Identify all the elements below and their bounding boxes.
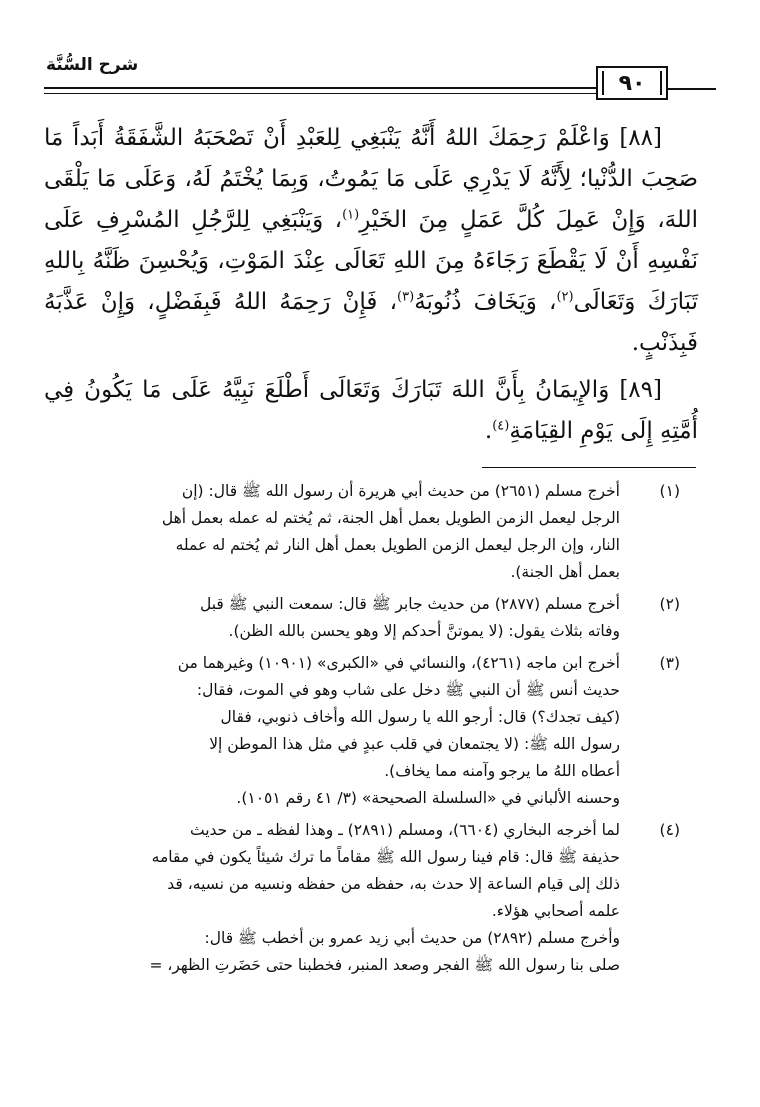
footnote-1 <box>40 478 680 586</box>
paragraph-text: [٨٨] وَاعْلَمْ رَحِمَكَ اللهُ أَنَّهُ يَنْبَغِي لِلعَبْدِ أَنْ تَصْحَبَهُ الشَّفَقَةُ أَبَداً مَا صَحِبَ الدُّنْيا؛ لِأَنَّهُ لَا يَدْرِي عَلَى مَا يَمُوتُ، وَبِمَا يُخْتَمُ لَهُ، وَعَلَى مَا يَلْقَى اللهَ، وَإِنْ عَمِلَ كُلَّ عَمَلٍ مِنَ الخَيْرِ <box>44 125 698 233</box>
footnote-line: أخرج مسلم (٢٨٧٧) من حديث جابر ﷺ قال: سمعت النبي ﷺ قبل <box>199 595 620 613</box>
footnote-line: بعمل أهل الجنة). <box>510 563 620 581</box>
footnote-ref-3[interactable]: (٣) <box>397 289 415 305</box>
footnote-line: أخرج مسلم (٢٦٥١) من حديث أبي هريرة أن رسول الله ﷺ قال: (إن <box>181 482 620 500</box>
footnote-ref-1[interactable]: (١) <box>342 207 360 223</box>
header-rule <box>44 87 602 89</box>
footnote-number: (٤) <box>659 821 680 839</box>
footnote-4 <box>40 817 680 979</box>
footnote-line: الرجل ليعمل الزمن الطويل بعمل أهل الجنة، ثم يُختم له عمله بعمل أهل <box>161 509 620 527</box>
footnote-line: رسول الله ﷺ: (لا يجتمعان في قلب عبدٍ في مثل هذا الموطن إلا <box>209 735 620 753</box>
paragraph-88 <box>44 118 698 364</box>
footnote-ref-2[interactable]: (٢) <box>556 289 574 305</box>
paragraph-text: ، وَيَنْبَغِي لِلرَّجُلِ المُسْرِفِ عَلَى نَفْسِهِ أَنْ لَا يَقْطَعَ رَجَاءَهُ مِنَ اللهِ تَعَالَى عِنْدَ المَوْتِ، وَيُحْسِنَ ظَنَّهُ بِاللهِ تَبَارَكَ وَتَعَالَى <box>44 207 699 315</box>
footnote-2 <box>40 591 680 645</box>
paragraph-text: ، فَإِنْ رَحِمَهُ اللهُ فَبِفَضْلٍ، وَإِنْ عَذَّبَهُ فَبِذَنْبٍ. <box>44 289 698 356</box>
footnote-number: (٢) <box>659 595 680 613</box>
footnote-line: حذيفة ﷺ قال: قام فينا رسول الله ﷺ مقاماً ما ترك شيئاً يكون في مقامه <box>151 848 620 866</box>
footnote-line: أخرج ابن ماجه (٤٢٦١)، والنسائي في «الكبرى» (١٠٩٠١) وغيرهما من <box>177 654 620 672</box>
main-text <box>44 118 698 458</box>
paragraph-end: . <box>484 418 493 444</box>
footnote-ref-4[interactable]: (٤) <box>492 418 510 434</box>
footnote-number: (٣) <box>659 654 680 672</box>
footnote-number: (١) <box>659 482 680 500</box>
footnote-line: لما أخرجه البخاري (٦٦٠٤)، ومسلم (٢٨٩١) ـ وهذا لفظه ـ من حديث <box>190 821 620 839</box>
footnote-line: النار، وإن الرجل ليعمل الزمن الطويل بعمل أهل النار ثم يُختم له عمله <box>175 536 620 554</box>
footnote-line: حديث أنس ﷺ أن النبي ﷺ دخل على شاب وهو في الموت، فقال: <box>196 681 620 699</box>
paragraph-text: [٨٩] وَالإِيمَانُ بِأَنَّ اللهَ تَبَارَكَ وَتَعَالَى أَطْلَعَ نَبِيَّهُ عَلَى مَا يَكُونُ فِي أُمَّتِهِ إِلَى يَوْمِ القِيَامَةِ <box>44 377 698 444</box>
footnotes <box>40 478 680 984</box>
footnote-line: وأخرج مسلم (٢٨٩٢) من حديث أبي زيد عمرو بن أخطب ﷺ قال: <box>204 929 620 947</box>
footnote-line: ذلك إلى قيام الساعة إلا حدث به، حفظه من حفظه ونسيه من نسيه، قد <box>167 875 620 893</box>
footnote-line: (كيف تجدك؟) قال: أرجو الله يا رسول الله وأخاف ذنوبي، فقال <box>220 708 620 726</box>
footnote-line: صلى بنا رسول الله ﷺ الفجر وصعد المنبر، فخطبنا حتى حَضَرتِ الظهر، = <box>149 956 620 974</box>
footnote-line: أعطاه اللهُ ما يرجو وآمنه مما يخاف). <box>384 762 620 780</box>
footnote-line: وحسنه الألباني في «السلسلة الصحيحة» (٣/ ٤١ رقم ١٠٥١). <box>236 789 620 807</box>
header-rule-right <box>666 88 716 90</box>
footnote-line: وفاته بثلاث يقول: (لا يموتنَّ أحدكم إلا وهو يحسن بالله الظن). <box>228 622 620 640</box>
footnote-3 <box>40 650 680 812</box>
paragraph-89 <box>44 370 698 452</box>
book-title: شرح السُّنَّة <box>46 55 139 75</box>
paragraph-text: ، وَيَخَافَ ذُنُوبَهُ <box>414 289 557 315</box>
page-number: ٩٠ <box>596 66 668 100</box>
footnote-line: علمه أصحابي هؤلاء. <box>491 902 620 920</box>
header-rule-thin <box>44 93 602 94</box>
footnote-separator <box>482 467 696 468</box>
page-header <box>0 0 760 120</box>
